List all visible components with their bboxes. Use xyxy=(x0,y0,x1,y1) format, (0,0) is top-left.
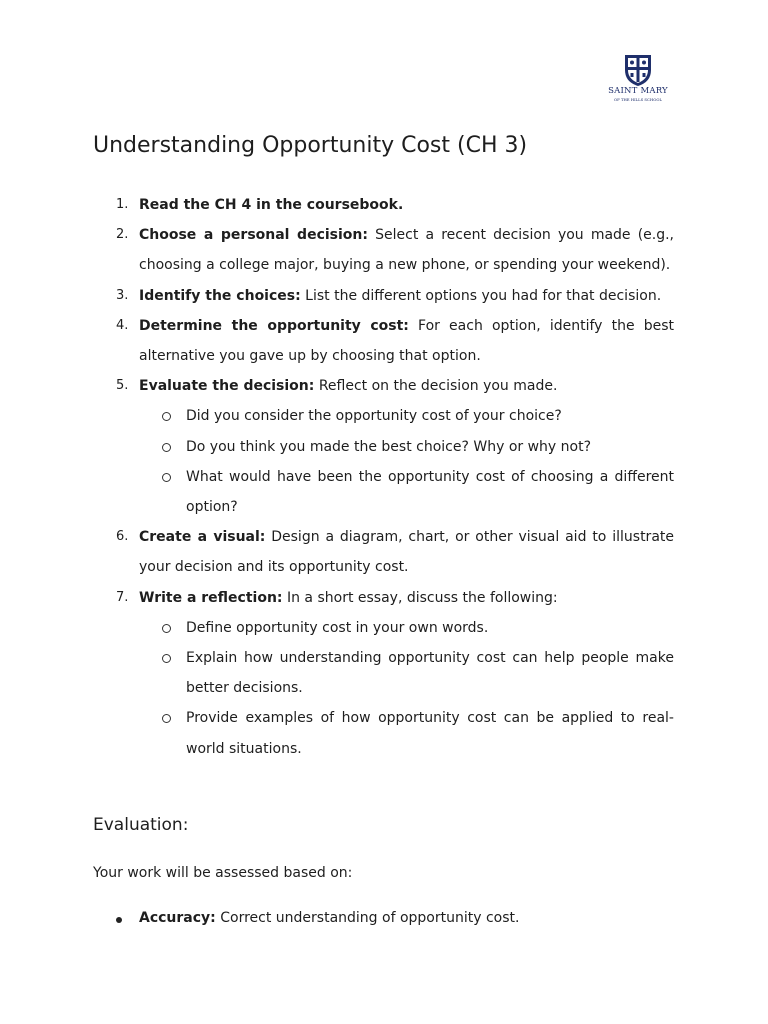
sub-list-item xyxy=(0,643,674,703)
circle-bullet-icon xyxy=(162,654,171,663)
sub-item-text: Define opportunity cost in your own words. xyxy=(186,619,489,636)
page-title: Understanding Opportunity Cost (CH 3) xyxy=(93,133,528,158)
item-text: List the different options you had for that decision. xyxy=(300,287,662,304)
instruction-list xyxy=(0,190,768,764)
item-text: For each option, identify the best alternative you gave up by choosing that option. xyxy=(139,317,674,365)
school-logo xyxy=(602,52,674,106)
bullet-label: Accuracy: xyxy=(139,910,216,926)
bullet-text: Correct understanding of opportunity cost. xyxy=(215,910,520,926)
circle-bullet-icon xyxy=(162,714,171,723)
circle-bullet-icon xyxy=(162,473,171,482)
item-label: Identify the choices: xyxy=(139,287,301,304)
circle-bullet-icon xyxy=(162,624,171,633)
list-item xyxy=(0,220,674,280)
item-label: Read the CH 4 in the coursebook. xyxy=(139,197,404,213)
list-item xyxy=(0,190,674,220)
item-label: Determine the opportunity cost: xyxy=(139,317,409,334)
school-crest-icon xyxy=(622,52,654,88)
item-label: Evaluate the decision: xyxy=(139,378,315,395)
sub-list-item xyxy=(0,613,674,643)
list-item xyxy=(0,371,674,401)
circle-bullet-icon xyxy=(162,443,171,452)
bullet-dot-icon xyxy=(116,917,122,923)
evaluation-heading: Evaluation: xyxy=(93,815,189,835)
logo-subtitle: OF THE HILLS SCHOOL xyxy=(613,97,662,102)
circle-bullet-icon xyxy=(162,412,171,421)
list-number: 7. xyxy=(116,589,129,605)
list-item xyxy=(0,522,674,582)
sub-item-text: Explain how understanding opportunity cost can help people make better decisions. xyxy=(186,650,674,697)
list-number: 4. xyxy=(116,317,129,333)
sub-list-item xyxy=(0,401,674,431)
evaluation-bullet xyxy=(139,910,519,926)
logo-name: SAINT MARY xyxy=(608,86,668,96)
sub-item-text: Provide examples of how opportunity cost can be applied to real-world situations. xyxy=(186,710,674,757)
list-item xyxy=(0,583,674,613)
list-number: 2. xyxy=(116,227,129,243)
sub-list-item xyxy=(0,703,674,763)
item-label: Choose a personal decision: xyxy=(139,227,368,244)
list-item xyxy=(0,281,674,311)
sub-list-item xyxy=(0,462,674,522)
evaluation-intro: Your work will be assessed based on: xyxy=(93,865,353,881)
item-text: Select a recent decision you made (e.g., choosing a college major, buying a new phone, or spending your weekend). xyxy=(139,227,675,274)
item-text: Design a diagram, chart, or other visual aid to illustrate your decision and its opportunity cost. xyxy=(139,529,674,576)
item-label: Create a visual: xyxy=(139,529,266,546)
list-number: 3. xyxy=(116,287,129,303)
list-number: 5. xyxy=(116,378,129,394)
sub-item-text: What would have been the opportunity cost of choosing a different option? xyxy=(186,468,674,516)
item-text: Reflect on the decision you made. xyxy=(314,378,558,395)
list-number: 1. xyxy=(116,197,129,212)
item-label: Write a reflection: xyxy=(139,589,283,606)
item-text: In a short essay, discuss the following: xyxy=(282,589,558,606)
list-item xyxy=(0,311,674,371)
sub-list-item xyxy=(0,432,674,462)
sub-item-text: Do you think you made the best choice? Why or why not? xyxy=(186,438,592,455)
sub-item-text: Did you consider the opportunity cost of your choice? xyxy=(186,408,562,425)
list-number: 6. xyxy=(116,529,129,545)
